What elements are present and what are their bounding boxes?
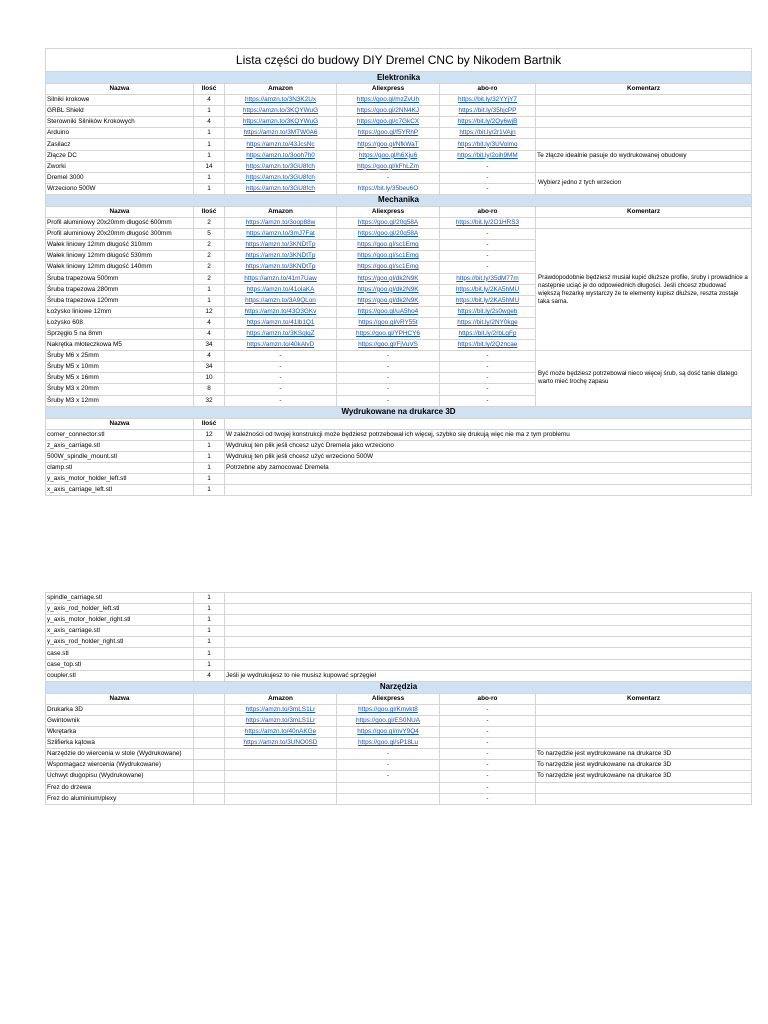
part-qty: 1 bbox=[194, 128, 225, 139]
print-comment bbox=[225, 626, 752, 637]
tool-name: Wkrętarka bbox=[46, 727, 194, 738]
tool-comment bbox=[536, 727, 752, 738]
table-row bbox=[46, 670, 752, 681]
header-row: Nazwa Ilość Amazon Aliexpress abo-ro Komentarz bbox=[46, 84, 752, 95]
abo-link-empty: - bbox=[440, 183, 536, 194]
amazon-link[interactable]: https://amzn.to/3MTW0A6 bbox=[225, 128, 337, 139]
abo-link[interactable]: https://bit.ly/2r1VAjn bbox=[440, 128, 536, 139]
aliexpress-link-empty: - bbox=[337, 384, 440, 395]
aliexpress-link[interactable]: https://goo.gl/20q58A bbox=[337, 218, 440, 229]
tool-qty bbox=[194, 715, 225, 726]
tool-qty bbox=[194, 738, 225, 749]
amazon-link[interactable]: https://amzn.to/3N3K2Ux bbox=[225, 95, 337, 106]
part-comment bbox=[536, 128, 752, 139]
part-qty: 4 bbox=[194, 317, 225, 328]
amazon-link[interactable]: https://amzn.to/3KQYWuG bbox=[225, 117, 337, 128]
amazon-link[interactable]: https://amzn.to/3GU8fch bbox=[225, 172, 337, 183]
abo-link[interactable]: https://bit.ly/2oih9MM bbox=[440, 150, 536, 161]
aliexpress-link-empty: - bbox=[337, 373, 440, 384]
print-comment bbox=[225, 615, 752, 626]
abo-link[interactable]: https://bit.ly/2KA5hMU bbox=[440, 295, 536, 306]
part-name: Śruby M3 x 12mm bbox=[46, 395, 194, 406]
abo-link-empty: - bbox=[440, 395, 536, 406]
section-wydruki: Wydrukowane na drukarce 3D bbox=[46, 406, 752, 418]
abo-link-empty: - bbox=[440, 738, 536, 749]
abo-link-empty: - bbox=[440, 793, 536, 804]
part-name: Wałek liniowy 12mm długość 310mm bbox=[46, 240, 194, 251]
section-narzedzia: Narzędzia bbox=[46, 681, 752, 693]
amazon-link-empty bbox=[225, 760, 337, 771]
aliexpress-link[interactable]: https://goo.gl/uA5ho4 bbox=[337, 306, 440, 317]
aliexpress-link-empty: - bbox=[337, 771, 440, 782]
abo-link-empty: - bbox=[440, 362, 536, 373]
amazon-link-empty: - bbox=[225, 395, 337, 406]
tool-qty bbox=[194, 782, 225, 793]
print-qty: 1 bbox=[194, 626, 225, 637]
abo-link-empty: - bbox=[440, 760, 536, 771]
aliexpress-link-empty: - bbox=[337, 362, 440, 373]
table-row bbox=[46, 95, 752, 106]
tool-comment bbox=[536, 782, 752, 793]
part-name: GRBL Shield bbox=[46, 106, 194, 117]
part-qty: 2 bbox=[194, 273, 225, 284]
aliexpress-link-empty: - bbox=[337, 351, 440, 362]
table-row bbox=[46, 615, 752, 626]
print-file-name: y_axis_rod_holder_left.stl bbox=[46, 604, 194, 615]
amazon-link-empty: - bbox=[225, 373, 337, 384]
part-comment bbox=[536, 218, 752, 229]
tool-qty bbox=[194, 793, 225, 804]
print-qty: 1 bbox=[194, 604, 225, 615]
aliexpress-link[interactable]: https://goo.gl/vRY55t bbox=[337, 317, 440, 328]
part-name: Wałek liniowy 12mm długość 530mm bbox=[46, 251, 194, 262]
print-qty: 1 bbox=[194, 451, 225, 462]
aliexpress-link[interactable]: https://goo.gl/YPHCY6 bbox=[337, 328, 440, 339]
part-name: Łożysko liniowe 12mm bbox=[46, 306, 194, 317]
table-row bbox=[46, 604, 752, 615]
abo-link[interactable]: https://bit.ly/35hjcPP bbox=[440, 106, 536, 117]
tool-name: Narzędzie do wiercenia w stole (Wydrukowane) bbox=[46, 749, 194, 760]
header-row: Nazwa Amazon Aliexpress abo-ro Komentarz bbox=[46, 693, 752, 704]
amazon-link[interactable]: https://amzn.to/41m7Uaw bbox=[225, 273, 337, 284]
tool-name: Gwintownik bbox=[46, 715, 194, 726]
part-name: Śruba trapezowa 120mm bbox=[46, 295, 194, 306]
tool-comment: To narzędzie jest wydrukowane na drukarce 3D bbox=[536, 760, 752, 771]
tool-name: Frez do aluminium/plexy bbox=[46, 793, 194, 804]
table-row bbox=[46, 229, 752, 240]
table-row bbox=[46, 117, 752, 128]
aliexpress-link[interactable]: https://goo.gl/h6Xju6 bbox=[337, 150, 440, 161]
abo-link[interactable]: https://bit.ly/35dM77m bbox=[440, 273, 536, 284]
table-row bbox=[46, 637, 752, 648]
abo-link-empty: - bbox=[440, 704, 536, 715]
aliexpress-link[interactable]: https://goo.gl/mzZvUh bbox=[337, 95, 440, 106]
part-comment bbox=[536, 161, 752, 172]
header-row: Nazwa Ilość Amazon Aliexpress abo-ro Komentarz bbox=[46, 206, 752, 217]
amazon-link[interactable]: https://amzn.to/3KNDtTp bbox=[225, 240, 337, 251]
print-file-name: x_axis_carriage.stl bbox=[46, 626, 194, 637]
part-qty: 1 bbox=[194, 139, 225, 150]
table-row bbox=[46, 429, 752, 440]
amazon-link[interactable]: https://amzn.to/3mJ7Fat bbox=[225, 229, 337, 240]
abo-link-empty: - bbox=[440, 727, 536, 738]
abo-link-empty: - bbox=[440, 229, 536, 240]
amazon-link[interactable]: https://amzn.to/3ooh7h0 bbox=[225, 150, 337, 161]
print-qty: 1 bbox=[194, 463, 225, 474]
amazon-link-empty: - bbox=[225, 384, 337, 395]
print-comment: Wydrukuj ten plik jeśli chcesz użyć Dremela jako wrzeciono bbox=[225, 440, 752, 451]
amazon-link[interactable]: https://amzn.to/40nAKGe bbox=[225, 727, 337, 738]
part-qty: 1 bbox=[194, 150, 225, 161]
aliexpress-link[interactable]: https://goo.gl/sc1Emg bbox=[337, 251, 440, 262]
part-comment: Być może będziesz potrzebował nieco więcej śrub, są dość tanie dlatego warto mieć trochę zapasu bbox=[536, 351, 752, 406]
print-qty: 1 bbox=[194, 637, 225, 648]
part-qty: 14 bbox=[194, 161, 225, 172]
print-qty: 1 bbox=[194, 615, 225, 626]
print-comment bbox=[225, 648, 752, 659]
page-title: Lista części do budowy DIY Dremel CNC by Nikodem Bartnik bbox=[46, 49, 752, 72]
table-row bbox=[46, 659, 752, 670]
part-qty: 34 bbox=[194, 340, 225, 351]
part-qty: 4 bbox=[194, 95, 225, 106]
part-name: Profil aluminiowy 20x20mm długość 300mm bbox=[46, 229, 194, 240]
tool-qty bbox=[194, 727, 225, 738]
print-comment bbox=[225, 485, 752, 496]
part-comment: Te złącze idealnie pasuje do wydrukowanej obudowy bbox=[536, 150, 752, 161]
aliexpress-link[interactable]: https://goo.gl/Kmvkt8 bbox=[337, 704, 440, 715]
amazon-link-empty bbox=[225, 793, 337, 804]
part-comment bbox=[536, 106, 752, 117]
print-comment bbox=[225, 604, 752, 615]
amazon-link[interactable]: https://amzn.to/43JcsNc bbox=[225, 139, 337, 150]
aliexpress-link[interactable]: https://bit.ly/35beu6O bbox=[337, 183, 440, 194]
part-comment bbox=[536, 117, 752, 128]
part-name: Nakrętka młoteczkowa M5 bbox=[46, 340, 194, 351]
amazon-link[interactable]: https://amzn.to/3KSqlqZ bbox=[225, 328, 337, 339]
table-row bbox=[46, 738, 752, 749]
header-row-short: Nazwa Ilość bbox=[46, 418, 752, 429]
print-qty: 1 bbox=[194, 440, 225, 451]
amazon-link[interactable]: https://amzn.to/3KQYWuG bbox=[225, 106, 337, 117]
tool-name: Uchwyt długopisu (Wydrukowane) bbox=[46, 771, 194, 782]
amazon-link[interactable]: https://amzn.to/3KNDtTp bbox=[225, 262, 337, 273]
print-comment bbox=[225, 474, 752, 485]
table-row bbox=[46, 782, 752, 793]
table-row bbox=[46, 351, 752, 362]
print-comment: W zależności od twojej konstrukcji może będziesz potrzebował ich więcej, szybko się drukują więc nie ma z tym problemu bbox=[225, 429, 752, 440]
table-row bbox=[46, 485, 752, 496]
part-qty: 10 bbox=[194, 373, 225, 384]
print-file-name: y_axis_rod_holder_right.stl bbox=[46, 637, 194, 648]
aliexpress-link[interactable]: https://goo.gl/FjVuVS bbox=[337, 340, 440, 351]
part-comment bbox=[536, 139, 752, 150]
amazon-link[interactable]: https://amzn.to/3A9QLon bbox=[225, 295, 337, 306]
print-file-name: case_top.stl bbox=[46, 659, 194, 670]
tool-comment bbox=[536, 704, 752, 715]
print-file-name: 500W_spindle_mount.stl bbox=[46, 451, 194, 462]
tool-qty bbox=[194, 749, 225, 760]
table-row bbox=[46, 593, 752, 604]
print-comment: Wydrukuj ten plik jeśli chcesz użyć wrzeciono 500W bbox=[225, 451, 752, 462]
print-file-name: y_axis_motor_holder_right.stl bbox=[46, 615, 194, 626]
part-qty: 2 bbox=[194, 218, 225, 229]
abo-link[interactable]: https://bit.ly/2O1HRS3 bbox=[440, 218, 536, 229]
part-name: Sprzęgło 5 na 8mm bbox=[46, 328, 194, 339]
parts-table bbox=[45, 48, 752, 496]
aliexpress-link-empty bbox=[337, 782, 440, 793]
aliexpress-link[interactable]: https://goo.gl/20q58A bbox=[337, 229, 440, 240]
tool-comment bbox=[536, 793, 752, 804]
table-row bbox=[46, 463, 752, 474]
part-name: Śruby M5 x 10mm bbox=[46, 362, 194, 373]
aliexpress-link[interactable]: https://goo.gl/sP18Lu bbox=[337, 738, 440, 749]
part-name: Łożysko 608 bbox=[46, 317, 194, 328]
amazon-link[interactable]: https://amzn.to/3mLS1Lr bbox=[225, 715, 337, 726]
abo-link-empty: - bbox=[440, 384, 536, 395]
aliexpress-link[interactable]: https://goo.gl/dk2N9K bbox=[337, 295, 440, 306]
aliexpress-link[interactable]: https://goo.gl/sc1Emg bbox=[337, 240, 440, 251]
abo-link[interactable]: https://bit.ly/2Qy6wjB bbox=[440, 117, 536, 128]
part-qty: 34 bbox=[194, 362, 225, 373]
amazon-link-empty bbox=[225, 749, 337, 760]
spreadsheet-page-2 bbox=[45, 592, 751, 805]
part-qty: 2 bbox=[194, 262, 225, 273]
table-row bbox=[46, 106, 752, 117]
part-name: Profil aluminiowy 20x20mm długość 600mm bbox=[46, 218, 194, 229]
print-file-name: z_axis_carriage.stl bbox=[46, 440, 194, 451]
amazon-link[interactable]: https://amzn.to/3GU8fch bbox=[225, 161, 337, 172]
spreadsheet-page-1 bbox=[45, 48, 751, 496]
print-qty: 1 bbox=[194, 659, 225, 670]
aliexpress-link[interactable]: https://goo.gl/sc1Emg bbox=[337, 262, 440, 273]
print-file-name: y_axis_motor_holder_left.stl bbox=[46, 474, 194, 485]
print-qty: 12 bbox=[194, 429, 225, 440]
aliexpress-link-empty bbox=[337, 793, 440, 804]
print-qty: 1 bbox=[194, 474, 225, 485]
part-qty: 1 bbox=[194, 106, 225, 117]
tool-qty bbox=[194, 760, 225, 771]
parts-table-continued bbox=[45, 592, 752, 805]
aliexpress-link[interactable]: https://goo.gl/nvY9Q4 bbox=[337, 727, 440, 738]
tool-name: Frez do drzewa bbox=[46, 782, 194, 793]
part-name: Arduino bbox=[46, 128, 194, 139]
table-row bbox=[46, 749, 752, 760]
part-qty: 1 bbox=[194, 172, 225, 183]
tool-qty bbox=[194, 704, 225, 715]
amazon-link[interactable]: https://amzn.to/41olaKA bbox=[225, 284, 337, 295]
section-elektronika: Elektronika bbox=[46, 72, 752, 84]
part-name: Wałek liniowy 12mm długość 140mm bbox=[46, 262, 194, 273]
table-row bbox=[46, 218, 752, 229]
abo-link[interactable]: https://bit.ly/2Qzncae bbox=[440, 340, 536, 351]
part-name: Zworki bbox=[46, 161, 194, 172]
print-file-name: case.stl bbox=[46, 648, 194, 659]
part-qty: 12 bbox=[194, 306, 225, 317]
print-qty: 1 bbox=[194, 485, 225, 496]
part-qty: 32 bbox=[194, 395, 225, 406]
abo-link-empty: - bbox=[440, 373, 536, 384]
print-file-name: coupler.stl bbox=[46, 670, 194, 681]
amazon-link[interactable]: https://amzn.to/40kAlvD bbox=[225, 340, 337, 351]
abo-link-empty: - bbox=[440, 262, 536, 273]
part-name: Wrzeciono 500W bbox=[46, 183, 194, 194]
section-mechanika: Mechanika bbox=[46, 194, 752, 206]
part-qty: 5 bbox=[194, 229, 225, 240]
part-name: Silniki krokowe bbox=[46, 95, 194, 106]
table-row bbox=[46, 172, 752, 183]
abo-link-empty: - bbox=[440, 351, 536, 362]
abo-link-empty: - bbox=[440, 749, 536, 760]
table-row bbox=[46, 715, 752, 726]
print-comment: Potrzebne aby zamocować Dremela bbox=[225, 463, 752, 474]
aliexpress-link[interactable]: https://goo.gl/f5YRhP bbox=[337, 128, 440, 139]
aliexpress-link[interactable]: https://goo.gl/dk2N9K bbox=[337, 284, 440, 295]
part-name: Dremel 3000 bbox=[46, 172, 194, 183]
tool-comment bbox=[536, 738, 752, 749]
amazon-link[interactable]: https://amzn.to/3mLS1Lr bbox=[225, 704, 337, 715]
amazon-link-empty bbox=[225, 771, 337, 782]
abo-link[interactable]: https://bit.ly/2NY0kge bbox=[440, 317, 536, 328]
part-name: Śruby M6 x 25mm bbox=[46, 351, 194, 362]
aliexpress-link-empty: - bbox=[337, 749, 440, 760]
part-qty: 1 bbox=[194, 284, 225, 295]
print-file-name: corner_connector.stl bbox=[46, 429, 194, 440]
abo-link[interactable]: https://bit.ly/2s0wgeb bbox=[440, 306, 536, 317]
aliexpress-link[interactable]: https://goo.gl/NfkWaT bbox=[337, 139, 440, 150]
part-qty: 4 bbox=[194, 351, 225, 362]
tool-qty bbox=[194, 771, 225, 782]
part-qty: 2 bbox=[194, 240, 225, 251]
table-row bbox=[46, 139, 752, 150]
table-row bbox=[46, 474, 752, 485]
tool-name: Wspomagacz wiercenia (Wydrukowane) bbox=[46, 760, 194, 771]
part-name: Śruby M5 x 16mm bbox=[46, 373, 194, 384]
abo-link[interactable]: https://bit.ly/2rbLgFp bbox=[440, 328, 536, 339]
abo-link-empty: - bbox=[440, 251, 536, 262]
amazon-link[interactable]: https://amzn.to/43O3GKv bbox=[225, 306, 337, 317]
print-qty: 4 bbox=[194, 670, 225, 681]
part-name: Śruba trapezowa 280mm bbox=[46, 284, 194, 295]
table-row bbox=[46, 704, 752, 715]
aliexpress-link[interactable]: https://goo.gl/dk2N9K bbox=[337, 273, 440, 284]
print-qty: 1 bbox=[194, 648, 225, 659]
part-qty: 1 bbox=[194, 295, 225, 306]
tool-comment: To narzędzie jest wydrukowane na drukarce 3D bbox=[536, 771, 752, 782]
amazon-link[interactable]: https://amzn.to/41lb1Q1 bbox=[225, 317, 337, 328]
part-qty: 1 bbox=[194, 183, 225, 194]
tool-comment: To narzędzie jest wydrukowane na drukarce 3D bbox=[536, 749, 752, 760]
table-row bbox=[46, 626, 752, 637]
part-name: Śruby M3 x 20mm bbox=[46, 384, 194, 395]
table-row bbox=[46, 760, 752, 771]
print-file-name: spindle_carriage.stl bbox=[46, 593, 194, 604]
amazon-link[interactable]: https://amzn.to/3oop88w bbox=[225, 218, 337, 229]
aliexpress-link[interactable]: https://goo.gl/2NN4KJ bbox=[337, 106, 440, 117]
tool-comment bbox=[536, 715, 752, 726]
abo-link-empty: - bbox=[440, 715, 536, 726]
tool-name: Drukarka 3D bbox=[46, 704, 194, 715]
aliexpress-link-empty: - bbox=[337, 760, 440, 771]
aliexpress-link[interactable]: https://goo.gl/kFhLZm bbox=[337, 161, 440, 172]
print-file-name: clamp.stl bbox=[46, 463, 194, 474]
part-name: Złącze DC bbox=[46, 150, 194, 161]
part-name: Sterowniki Silników Krokowych bbox=[46, 117, 194, 128]
print-comment bbox=[225, 659, 752, 670]
amazon-link-empty: - bbox=[225, 351, 337, 362]
print-comment: Jeśli je wydrukujesz to nie musisz kupować sprzęgieł bbox=[225, 670, 752, 681]
abo-link-empty: - bbox=[440, 172, 536, 183]
part-name: Śruba trapezowa 500mm bbox=[46, 273, 194, 284]
amazon-link[interactable]: https://amzn.to/3UNO0SD bbox=[225, 738, 337, 749]
amazon-link[interactable]: https://amzn.to/3KNDtTp bbox=[225, 251, 337, 262]
table-row bbox=[46, 793, 752, 804]
abo-link[interactable]: https://bit.ly/3UVolmo bbox=[440, 139, 536, 150]
aliexpress-link[interactable]: https://goo.gl/ES0NUA bbox=[337, 715, 440, 726]
table-row bbox=[46, 771, 752, 782]
part-qty: 2 bbox=[194, 251, 225, 262]
table-row bbox=[46, 128, 752, 139]
aliexpress-link-empty: - bbox=[337, 395, 440, 406]
table-row bbox=[46, 150, 752, 161]
part-qty: 4 bbox=[194, 328, 225, 339]
print-comment bbox=[225, 593, 752, 604]
abo-link[interactable]: https://bit.ly/32YYjY7 bbox=[440, 95, 536, 106]
tool-name: Szlifierka kątowa bbox=[46, 738, 194, 749]
abo-link[interactable]: https://bit.ly/2KA5hMU bbox=[440, 284, 536, 295]
amazon-link-empty: - bbox=[225, 362, 337, 373]
table-row bbox=[46, 648, 752, 659]
print-qty: 1 bbox=[194, 593, 225, 604]
table-row bbox=[46, 161, 752, 172]
aliexpress-link[interactable]: https://goo.gl/c7GkCX bbox=[337, 117, 440, 128]
part-name: Zasilacz bbox=[46, 139, 194, 150]
part-comment: Wybierz jedno z tych wrzecion bbox=[536, 172, 752, 194]
print-comment bbox=[225, 637, 752, 648]
table-row bbox=[46, 440, 752, 451]
table-row bbox=[46, 727, 752, 738]
table-row bbox=[46, 451, 752, 462]
part-comment: Prawdopodobnie będziesz musiał kupić dłuższe profile, śruby i prowadnice a następnie uciąć je do odpowiednich długości. Jeśli chcesz zbudować większą frezarkę wystarczy że te elementy kupisz dłuższe, reszta zostaje taka sama. bbox=[536, 229, 752, 351]
part-qty: 4 bbox=[194, 117, 225, 128]
part-comment bbox=[536, 95, 752, 106]
amazon-link[interactable]: https://amzn.to/3GU8fch bbox=[225, 183, 337, 194]
amazon-link-empty bbox=[225, 782, 337, 793]
abo-link-empty: - bbox=[440, 161, 536, 172]
part-qty: 8 bbox=[194, 384, 225, 395]
print-file-name: x_axis_carriage_left.stl bbox=[46, 485, 194, 496]
abo-link-empty: - bbox=[440, 771, 536, 782]
aliexpress-link-empty: - bbox=[337, 172, 440, 183]
abo-link-empty: - bbox=[440, 240, 536, 251]
abo-link-empty: - bbox=[440, 782, 536, 793]
